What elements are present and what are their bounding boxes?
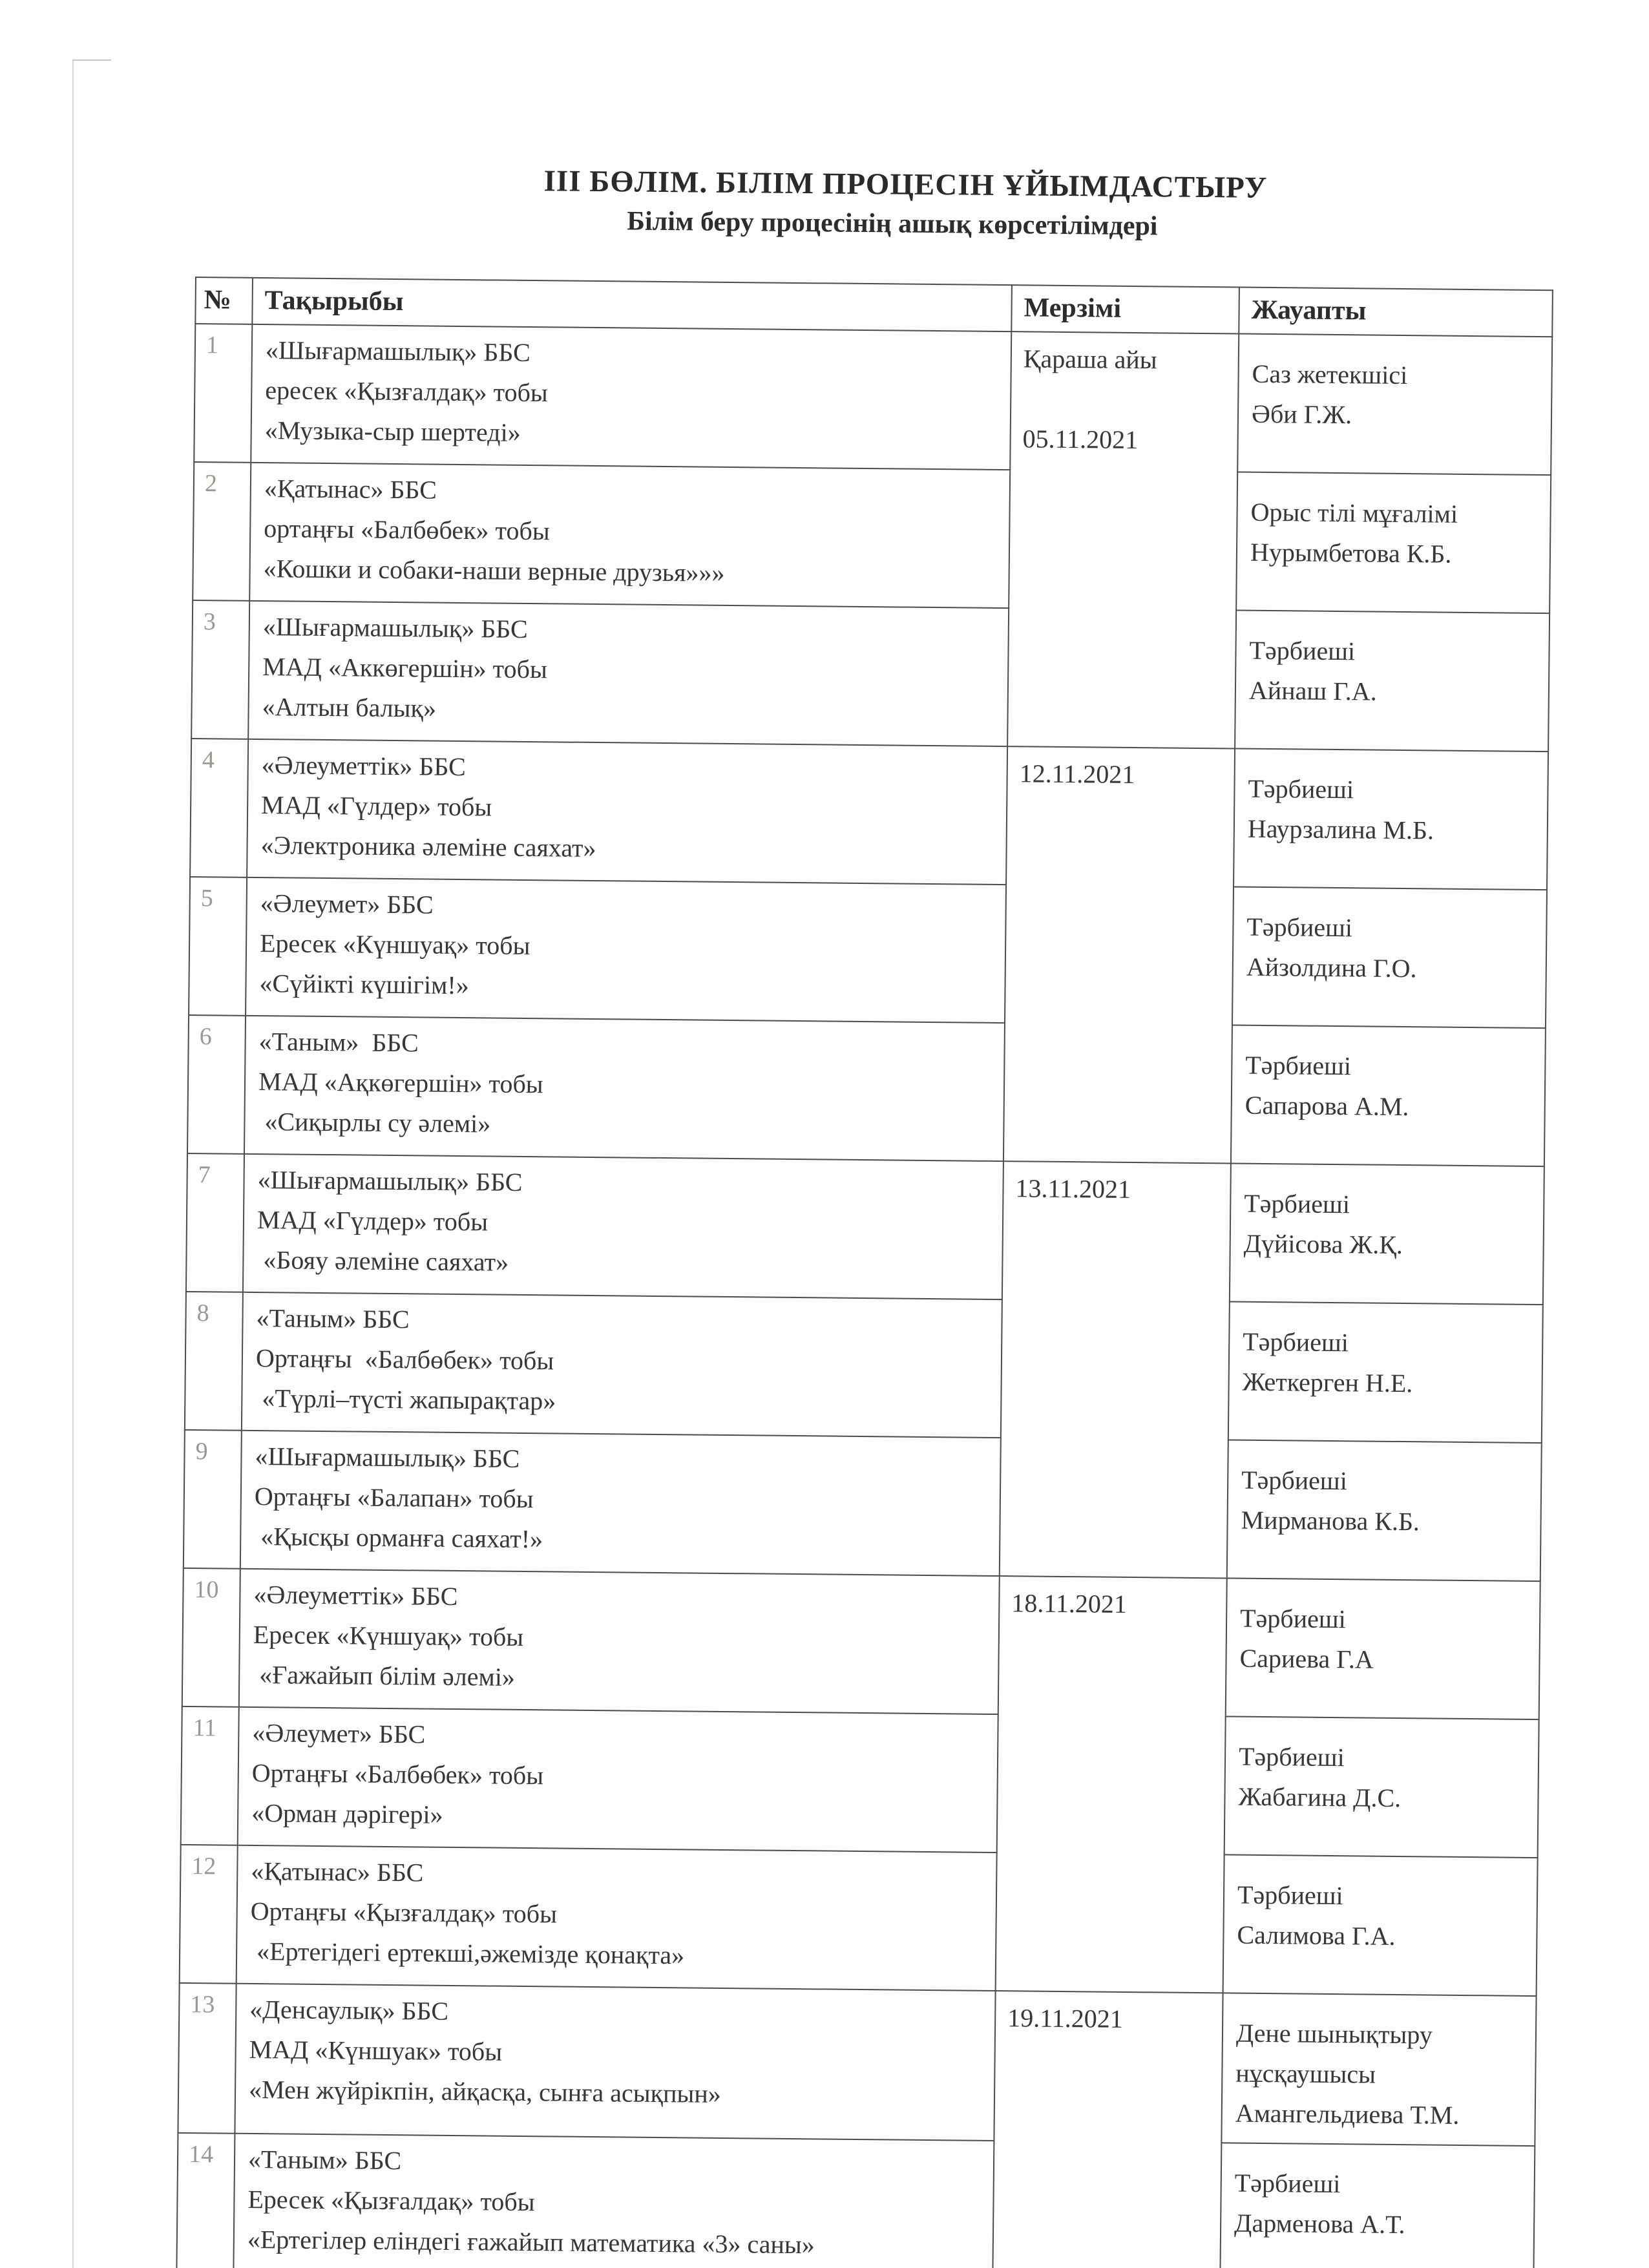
date-cell xyxy=(1007,331,1239,748)
date-cell xyxy=(992,1991,1223,2268)
topic-line: «Таным» ББС xyxy=(258,1027,419,1058)
topic-cell xyxy=(243,1154,1003,1299)
responsible-cell xyxy=(1232,887,1547,1028)
responsible-line: нұсқаушысы xyxy=(1235,2058,1376,2089)
topic-line: Ортаңғы «Балапан» тобы xyxy=(254,1481,534,1514)
topic-line: «Шығармашылық» ББС xyxy=(257,1165,523,1197)
topic-cell xyxy=(244,1016,1005,1161)
topic-line: «Сиқырлы су әлемі» xyxy=(258,1107,491,1139)
row-number: 14 xyxy=(176,2133,235,2268)
table-body xyxy=(176,324,1552,2268)
table-row xyxy=(194,324,1552,475)
topic-line: Ортаңғы «Қызғалдақ» тобы xyxy=(250,1896,558,1929)
responsible-line: Жеткерген Н.Е. xyxy=(1242,1367,1413,1398)
responsible-cell xyxy=(1230,1163,1544,1305)
row-number: 3 xyxy=(191,600,249,739)
row-number: 4 xyxy=(190,739,248,877)
topic-cell xyxy=(236,1845,997,1991)
topic-line: «Кошки и собаки-наши верные друзья»»» xyxy=(263,554,725,587)
topic-cell xyxy=(247,739,1007,885)
responsible-cell xyxy=(1223,1854,1538,1996)
topic-line: МАД «Гүлдер» тобы xyxy=(260,790,492,822)
topic-line: Ортаңғы «Балбөбек» тобы xyxy=(255,1343,554,1376)
topic-line: «Ғажайып білім әлемі» xyxy=(253,1659,516,1692)
date-line: 13.11.2021 xyxy=(1015,1173,1131,1204)
responsible-line: Тәрбиеші xyxy=(1239,1603,1346,1634)
topic-cell xyxy=(246,877,1006,1023)
responsible-cell xyxy=(1219,2143,1535,2268)
responsible-line: Айзолдина Г.О. xyxy=(1246,952,1417,983)
row-number: 13 xyxy=(178,1983,236,2134)
table-row xyxy=(185,1292,1543,1443)
topic-line: «Қатынас» ББС xyxy=(264,474,437,505)
row-number: 8 xyxy=(185,1292,243,1431)
date-line: 19.11.2021 xyxy=(1007,2003,1123,2033)
topic-line: «Шығармашылық» ББС xyxy=(265,335,531,368)
responsible-line: Тәрбиеші xyxy=(1237,1880,1343,1911)
topic-line: «Әлеуметтік» ББС xyxy=(261,750,466,782)
page-content xyxy=(1,0,1649,2260)
responsible-line: Әби Г.Ж. xyxy=(1251,399,1352,430)
topic-line: «Мен жүйрікпін, айқасқа, сынға асықпын» xyxy=(248,2074,721,2108)
responsible-line: Тәрбиеші xyxy=(1234,2168,1341,2199)
topic-line: «Бояу әлеміне саяхат» xyxy=(257,1245,509,1277)
topic-line: ортаңғы «Балбөбек» тобы xyxy=(264,514,550,546)
date-cell xyxy=(1000,1161,1231,1578)
topic-line: «Түрлі–түсті жапырақтар» xyxy=(255,1383,556,1416)
table-row xyxy=(182,1568,1540,1719)
topic-cell xyxy=(238,1707,998,1853)
responsible-line: Амангельдиева Т.М. xyxy=(1235,2098,1460,2130)
responsible-line: Дарменова А.Т. xyxy=(1234,2208,1405,2240)
table-row xyxy=(186,1153,1544,1305)
topic-line: ересек «Қызғалдақ» тобы xyxy=(265,375,549,408)
topic-line: «Қысқы орманға саяхат!» xyxy=(254,1521,543,1554)
responsible-line: Тәрбиеші xyxy=(1249,635,1356,666)
topic-line: «Орман дәрігері» xyxy=(251,1798,443,1829)
topic-line: «Ертегідегі ертекші,әжемізде қонақта» xyxy=(249,1936,685,1970)
topic-cell xyxy=(251,324,1011,470)
date-line: Қараша айы xyxy=(1023,344,1157,375)
row-number: 10 xyxy=(182,1568,240,1707)
header-no: № xyxy=(195,277,253,324)
responsible-line: Саз жетекшісі xyxy=(1252,359,1408,390)
topic-cell xyxy=(240,1431,1001,1576)
responsible-cell xyxy=(1227,1440,1542,1581)
table-row xyxy=(180,1845,1538,1996)
topic-line: «Әлеумет» ББС xyxy=(260,888,434,919)
responsible-line: Тәрбиеші xyxy=(1246,912,1353,943)
topic-cell xyxy=(242,1292,1002,1438)
topic-line: «Алтын балық» xyxy=(262,692,437,723)
topic-cell xyxy=(233,2134,994,2268)
page-subtitle: Білім беру процесінің ашық көрсетілімдері xyxy=(626,206,1158,242)
table-row xyxy=(184,1430,1542,1581)
table-row xyxy=(193,462,1551,613)
header-responsible: Жауапты xyxy=(1239,288,1553,337)
date-line: 18.11.2021 xyxy=(1011,1588,1128,1619)
table-row xyxy=(191,600,1549,751)
responsible-line: Айнаш Г.А. xyxy=(1248,675,1377,706)
page-title: ІІІ БӨЛІМ. БІЛІМ ПРОЦЕСІН ҰЙЫМДАСТЫРУ xyxy=(543,164,1268,205)
topic-line: «Музыка-сыр шертеді» xyxy=(264,415,521,447)
responsible-line: Жабагина Д.С. xyxy=(1238,1781,1402,1813)
responsible-cell xyxy=(1226,1578,1540,1719)
responsible-line: Тәрбиеші xyxy=(1248,773,1354,804)
topic-line: «Әлеуметтік» ББС xyxy=(253,1579,458,1612)
topic-line: «Сүйікті күшігім!» xyxy=(259,969,469,1000)
topic-line: Ересек «Күншуақ» тобы xyxy=(259,929,530,961)
paper-edge-line xyxy=(72,59,74,2268)
responsible-cell xyxy=(1228,1301,1543,1443)
topic-cell xyxy=(239,1569,1000,1714)
topic-line: Ересек «Қызғалдақ» тобы xyxy=(247,2184,535,2217)
responsible-cell xyxy=(1236,472,1551,614)
responsible-line: Дүйісова Ж.Қ. xyxy=(1243,1228,1403,1260)
responsible-line: Тәрбиеші xyxy=(1245,1050,1352,1081)
schedule-table xyxy=(175,277,1553,2268)
responsible-line: Сариева Г.А xyxy=(1239,1643,1374,1674)
responsible-line: Тәрбиеші xyxy=(1238,1741,1345,1772)
date-cell xyxy=(996,1576,1227,1993)
table-row xyxy=(176,2133,1535,2268)
topic-cell xyxy=(235,1984,995,2141)
responsible-cell xyxy=(1231,1025,1546,1166)
header-topic: Тақырыбы xyxy=(252,278,1012,331)
row-number: 12 xyxy=(180,1845,238,1984)
topic-cell xyxy=(248,601,1009,746)
topic-line: МАД «Күншуак» тобы xyxy=(249,2034,503,2066)
topic-line: «Шығармашылық» ББС xyxy=(255,1441,520,1473)
responsible-cell xyxy=(1237,334,1552,476)
responsible-line: Тәрбиеші xyxy=(1244,1188,1350,1219)
row-number: 2 xyxy=(193,462,251,601)
responsible-line: Наурзалина М.Б. xyxy=(1247,814,1434,845)
responsible-cell xyxy=(1234,748,1548,890)
date-cell xyxy=(1003,746,1235,1163)
responsible-line: Сапарова А.М. xyxy=(1245,1090,1409,1122)
topic-line: «Таным» ББС xyxy=(247,2144,402,2176)
responsible-cell xyxy=(1221,1993,1536,2146)
date-line xyxy=(1023,379,1233,421)
topic-line: МАД «Гүлдер» тобы xyxy=(257,1205,488,1237)
responsible-line: Салимова Г.А. xyxy=(1237,1920,1396,1951)
table-row xyxy=(178,1983,1536,2146)
row-number: 6 xyxy=(187,1015,246,1154)
topic-line: «Қатынас» ББС xyxy=(251,1856,424,1887)
table-row xyxy=(190,739,1548,890)
table-row xyxy=(189,877,1547,1028)
topic-line: «Электроника әлеміне саяхат» xyxy=(260,830,596,863)
topic-line: Ортаңғы «Балбөбек» тобы xyxy=(251,1758,544,1790)
topic-line: Ересек «Күншуақ» тобы xyxy=(253,1619,524,1652)
topic-line: «Шығармашылық» ББС xyxy=(262,612,528,644)
responsible-line: Нурымбетова К.Б. xyxy=(1250,537,1452,569)
responsible-cell xyxy=(1224,1716,1539,1858)
responsible-line: Дене шынықтыру xyxy=(1235,2018,1433,2050)
responsible-line: Тәрбиеші xyxy=(1241,1465,1348,1496)
header-date: Мерзімі xyxy=(1011,285,1239,333)
row-number: 1 xyxy=(194,324,252,463)
topic-line: «Денсаулық» ББС xyxy=(249,1994,449,2026)
topic-line: «Ертегілер еліндегі ғажайып математика «3» саны» xyxy=(247,2224,815,2260)
table-row xyxy=(187,1015,1546,1166)
responsible-line: Мирманова К.Б. xyxy=(1241,1505,1420,1537)
responsible-cell xyxy=(1235,611,1549,752)
table-row xyxy=(181,1706,1539,1858)
responsible-line: Орыс тілі мұғалімі xyxy=(1250,497,1458,529)
row-number: 9 xyxy=(184,1430,242,1569)
row-number: 5 xyxy=(189,877,247,1016)
row-number: 7 xyxy=(186,1153,244,1292)
topic-cell xyxy=(249,463,1010,608)
topic-line: «Әлеумет» ББС xyxy=(252,1717,426,1749)
row-number: 11 xyxy=(181,1706,239,1845)
date-line: 12.11.2021 xyxy=(1019,759,1135,790)
topic-line: МАД «Аккөгершін» тобы xyxy=(262,652,548,684)
topic-line: «Таным» ББС xyxy=(256,1303,410,1334)
date-line: 05.11.2021 xyxy=(1022,424,1139,455)
topic-line: МАД «Ақкөгершін» тобы xyxy=(258,1067,543,1099)
responsible-line: Тәрбиеші xyxy=(1243,1327,1349,1358)
